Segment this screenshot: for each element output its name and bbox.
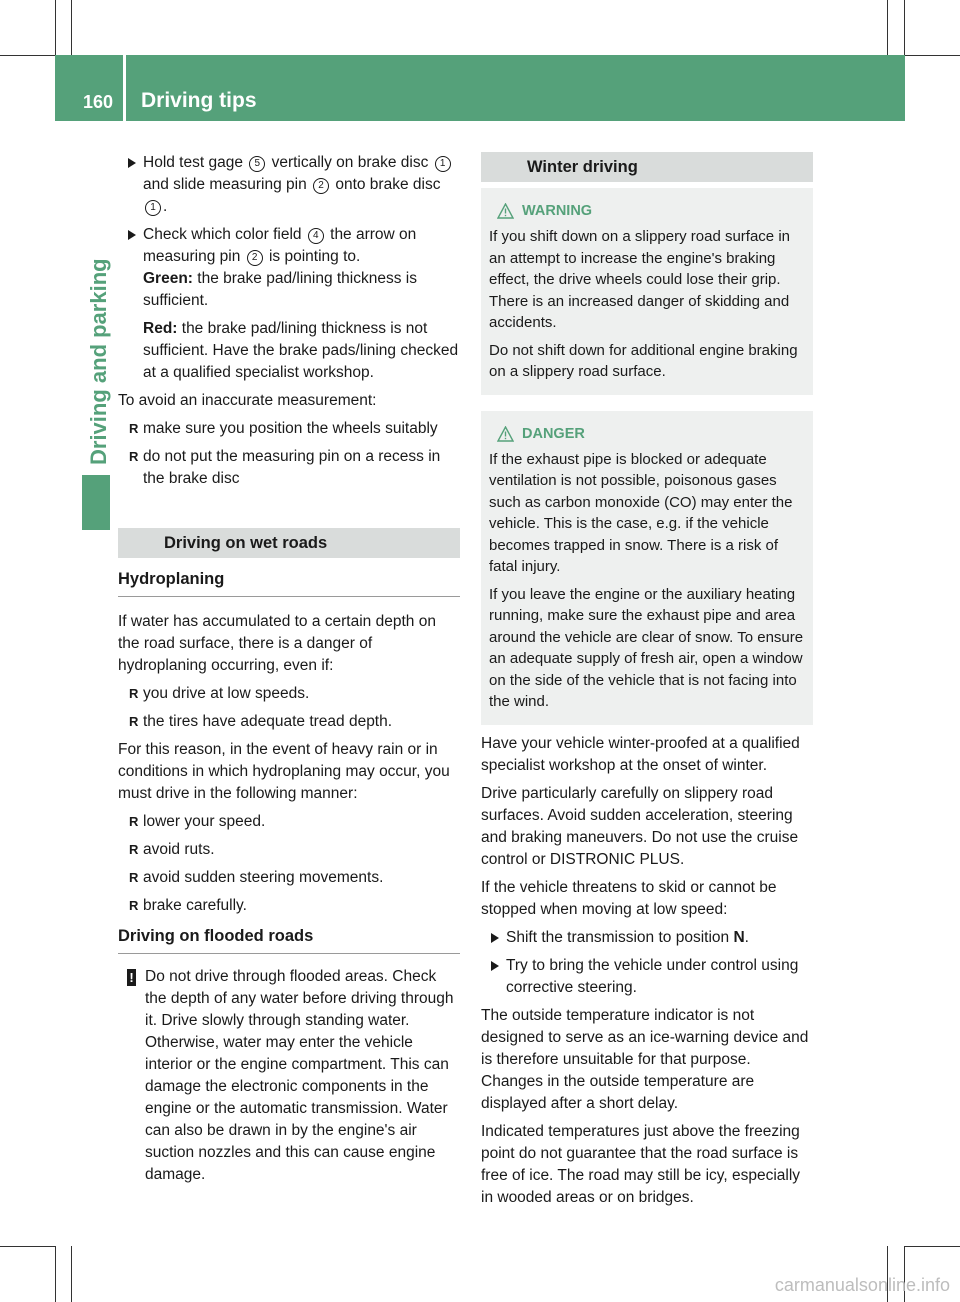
list-item-text: avoid sudden steering movements. bbox=[143, 869, 384, 886]
list-item bbox=[118, 895, 460, 917]
crop-mark bbox=[0, 55, 55, 56]
hydro-intro: If water has accumulated to a certain depth on the road surface, there is a danger of hydroplaning occurring, even if: bbox=[118, 613, 436, 674]
side-tab-marker bbox=[82, 475, 110, 530]
green-label: Green: bbox=[143, 270, 193, 287]
step-text: the arrow on measuring pin bbox=[143, 226, 417, 265]
danger-box bbox=[481, 411, 813, 725]
red-label: Red: bbox=[143, 320, 178, 337]
section-heading-wet-roads: Driving on wet roads bbox=[118, 528, 460, 558]
danger-header bbox=[489, 423, 805, 445]
bullet-icon: R bbox=[129, 449, 139, 464]
danger-text: If you leave the engine or the auxiliary heating running, make sure the exhaust pipe and area around the vehicle are clear of snow. To ensure an adequate supply of fresh air, open a window on the side of the vehicle that is not facing into the wind. bbox=[489, 585, 804, 710]
step-text: onto brake disc bbox=[331, 176, 441, 193]
list-item bbox=[118, 867, 460, 889]
page-number: 160 bbox=[83, 92, 114, 112]
winter-para: The outside temperature indicator is not designed to serve as an ice-warning device and is therefore unsuitable for that purpose. Changes in the outside temperature are displayed after a short delay. bbox=[481, 1006, 809, 1112]
step-text: Try to bring the vehicle under control using corrective steering. bbox=[506, 956, 799, 996]
crop-mark bbox=[904, 0, 905, 55]
list-item bbox=[118, 446, 460, 490]
arrow-icon bbox=[491, 961, 499, 971]
winter-para: Have your vehicle winter-proofed at a qualified specialist workshop at the onset of winter. bbox=[481, 734, 800, 774]
section-heading-winter-driving: Winter driving bbox=[481, 152, 813, 182]
crop-mark bbox=[905, 1246, 960, 1247]
bullet-icon: R bbox=[129, 898, 139, 913]
winter-para: Indicated temperatures just above the freezing point do not guarantee that the road surface is free of ice. The road may still be icy, especially in wooded areas or on bridges. bbox=[481, 1122, 801, 1206]
green-result bbox=[143, 268, 460, 312]
list-item-text: the tires have adequate tread depth. bbox=[143, 713, 393, 730]
callout-number: 1 bbox=[145, 200, 161, 216]
step-text: vertically on brake disc bbox=[267, 154, 433, 171]
list-item bbox=[118, 711, 460, 733]
list-item bbox=[118, 839, 460, 861]
winter-para: If the vehicle threatens to skid or cannot be stopped when moving at low speed: bbox=[481, 878, 777, 918]
step-text: Hold test gage bbox=[143, 154, 248, 171]
list-item-text: lower your speed. bbox=[143, 813, 266, 830]
instruction-step bbox=[118, 152, 460, 218]
list-item bbox=[118, 811, 460, 833]
watermark: carmanualsonline.info bbox=[774, 1275, 950, 1295]
callout-number: 2 bbox=[247, 250, 263, 266]
warning-text: If you shift down on a slippery road surface in an attempt to increase the engine's braking effect, the drive wheels could lose their grip. There is an increased danger of skidding and accidents. bbox=[489, 228, 790, 331]
list-item-text: brake carefully. bbox=[143, 897, 247, 914]
list-item-text: do not put the measuring pin on a recess in the brake disc bbox=[143, 448, 441, 487]
bullet-icon: R bbox=[129, 814, 139, 829]
instruction-step bbox=[481, 927, 813, 949]
bullet-icon: R bbox=[129, 870, 139, 885]
avoid-intro: To avoid an inaccurate measurement: bbox=[118, 392, 377, 409]
crop-mark bbox=[0, 1246, 55, 1247]
bullet-icon: R bbox=[129, 714, 139, 729]
warning-text: Do not shift down for additional engine braking on a slippery road surface. bbox=[489, 341, 798, 380]
crop-mark bbox=[887, 0, 888, 55]
instruction-step bbox=[481, 955, 813, 999]
callout-number: 4 bbox=[308, 228, 324, 244]
gear-position: N bbox=[733, 928, 745, 946]
warning-header bbox=[489, 200, 805, 222]
list-item-text: avoid ruts. bbox=[143, 841, 215, 858]
list-item-text: you drive at low speeds. bbox=[143, 685, 310, 702]
green-text: the brake pad/lining thickness is sufficient. bbox=[143, 270, 417, 309]
step-text: and slide measuring pin bbox=[143, 176, 312, 193]
winter-para: Drive particularly carefully on slippery road surfaces. Avoid sudden acceleration, steering and braking maneuvers. Do not use the cruise control or DISTRONIC PLUS. bbox=[481, 784, 799, 868]
notice-block bbox=[118, 966, 460, 1186]
warning-label: WARNING bbox=[522, 203, 593, 219]
red-result bbox=[143, 318, 460, 384]
crop-mark bbox=[55, 1246, 56, 1302]
step-text: is pointing to. bbox=[264, 248, 361, 265]
step-text: . bbox=[163, 198, 168, 215]
arrow-icon bbox=[128, 230, 136, 240]
subheading-flooded-roads: Driving on flooded roads bbox=[118, 925, 460, 954]
header-separator bbox=[123, 55, 126, 121]
crop-mark bbox=[71, 0, 72, 55]
step-text: . bbox=[744, 928, 749, 946]
callout-number: 1 bbox=[435, 156, 451, 172]
step-text: Check which color field bbox=[143, 226, 306, 243]
danger-label: DANGER bbox=[522, 425, 585, 442]
callout-number: 5 bbox=[249, 156, 265, 172]
red-text: the brake pad/lining thickness is not sufficient. Have the brake pads/lining checked at a qualified specialist workshop. bbox=[143, 320, 459, 381]
bullet-icon: R bbox=[129, 686, 139, 701]
callout-number: 2 bbox=[313, 178, 329, 194]
notice-text: Do not drive through flooded areas. Check the depth of any water before driving through it. Drive slowly through standing water. Otherwise, water may enter the vehicle interior or the engine compartment. This can damage the electronic components in the engine or the automatic transmission. Water can also be drawn in by the engine's air suction nozzles and this can cause engine damage. bbox=[145, 968, 454, 1183]
crop-mark bbox=[55, 0, 56, 55]
list-item bbox=[118, 418, 460, 440]
list-item-text: make sure you position the wheels suitably bbox=[143, 420, 438, 437]
arrow-icon bbox=[128, 158, 136, 168]
section-title: Driving tips bbox=[141, 89, 257, 112]
danger-triangle-icon bbox=[497, 426, 514, 442]
hydro-manner: For this reason, in the event of heavy rain or in conditions in which hydroplaning may occur, you must drive in the following manner: bbox=[118, 741, 450, 802]
list-item bbox=[118, 683, 460, 705]
crop-mark bbox=[905, 55, 960, 56]
warning-triangle-icon bbox=[497, 203, 514, 219]
instruction-step bbox=[118, 224, 460, 384]
exclamation-icon: ! bbox=[127, 969, 136, 986]
right-column bbox=[481, 152, 813, 1215]
left-column bbox=[118, 152, 460, 1186]
side-tab-label: Driving and parking bbox=[86, 258, 111, 465]
bullet-icon: R bbox=[129, 842, 139, 857]
arrow-icon bbox=[491, 933, 499, 943]
subheading-hydroplaning: Hydroplaning bbox=[118, 568, 460, 597]
bullet-icon: R bbox=[129, 421, 139, 436]
crop-mark bbox=[71, 1246, 72, 1302]
danger-text: If the exhaust pipe is blocked or adequate ventilation is not possible, poisonous gases such as carbon monoxide (CO) may enter the vehicle. This is the case, e.g. if the vehicle becomes trapped in snow. There is a risk of fatal injury. bbox=[489, 450, 793, 575]
warning-box bbox=[481, 188, 813, 395]
step-text: Shift the transmission to position bbox=[506, 928, 734, 946]
